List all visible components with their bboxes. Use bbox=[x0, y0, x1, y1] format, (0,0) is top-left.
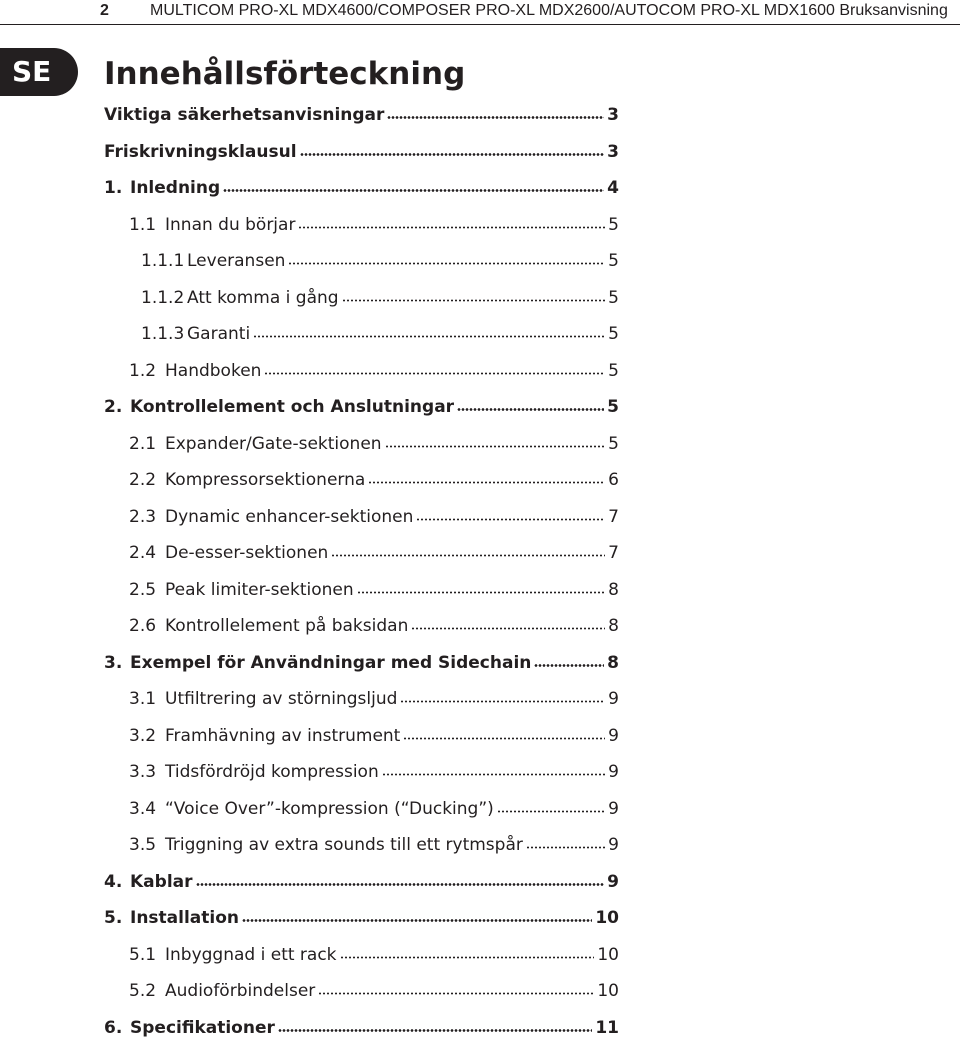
dot-leader bbox=[416, 518, 605, 521]
toc-entry-label: Kompressorsektionerna bbox=[165, 462, 365, 499]
toc-entry[interactable] bbox=[104, 462, 619, 499]
toc-entry-page: 10 bbox=[595, 900, 619, 937]
toc-entry-page: 6 bbox=[608, 462, 619, 499]
toc-entry-number: 3.5 bbox=[129, 827, 165, 864]
toc-entry-label: Inledning bbox=[130, 170, 220, 207]
dot-leader bbox=[223, 189, 604, 192]
toc-entry-label: Framhävning av instrument bbox=[165, 718, 400, 755]
toc-entry-number: 1.1 bbox=[129, 207, 165, 244]
toc-entry-page: 4 bbox=[607, 170, 619, 207]
toc-entry-number: 3.4 bbox=[129, 791, 165, 828]
toc-entry-label: Installation bbox=[130, 900, 239, 937]
toc-entry[interactable] bbox=[104, 572, 619, 609]
toc-entry-page: 5 bbox=[608, 280, 619, 317]
toc-entry-label: Leveransen bbox=[187, 243, 285, 280]
language-tab: SE bbox=[0, 48, 78, 96]
dot-leader bbox=[300, 153, 605, 156]
dot-leader bbox=[342, 299, 606, 302]
dot-leader bbox=[264, 372, 605, 375]
dot-leader bbox=[497, 810, 605, 813]
toc-heading: Innehållsförteckning bbox=[104, 52, 465, 96]
toc-entry-label: Specifikationer bbox=[130, 1010, 275, 1046]
toc-entry-page: 5 bbox=[608, 353, 619, 390]
toc-entry-label: Kablar bbox=[130, 864, 193, 901]
toc-entry-number: 1.1.3 bbox=[141, 316, 187, 353]
dot-leader bbox=[357, 591, 606, 594]
toc-entry-label: Kontrollelement på baksidan bbox=[165, 608, 408, 645]
document-title: MULTICOM PRO-XL MDX4600/COMPOSER PRO-XL MDX2600/AUTOCOM PRO-XL MDX1600 Bruksanvisning bbox=[150, 0, 958, 22]
toc-entry-page: 3 bbox=[607, 97, 619, 134]
toc-entry[interactable] bbox=[104, 791, 619, 828]
toc-entry-label: Dynamic enhancer-sektionen bbox=[165, 499, 413, 536]
toc-entry[interactable] bbox=[104, 973, 619, 1010]
toc-entry-page: 8 bbox=[608, 572, 619, 609]
toc-entry-number: 1. bbox=[104, 170, 130, 207]
toc-list bbox=[104, 97, 619, 1046]
toc-entry-page: 9 bbox=[607, 864, 619, 901]
toc-entry-page: 5 bbox=[608, 316, 619, 353]
dot-leader bbox=[411, 627, 605, 630]
toc-entry[interactable] bbox=[104, 1010, 619, 1046]
dot-leader bbox=[331, 554, 605, 557]
toc-entry[interactable] bbox=[104, 280, 619, 317]
dot-leader bbox=[387, 116, 604, 119]
dot-leader bbox=[288, 262, 605, 265]
toc-entry-page: 7 bbox=[608, 499, 619, 536]
toc-entry-number: 2.5 bbox=[129, 572, 165, 609]
toc-entry-page: 8 bbox=[608, 608, 619, 645]
toc-entry-label: Garanti bbox=[187, 316, 250, 353]
toc-entry-number: 1.2 bbox=[129, 353, 165, 390]
dot-leader bbox=[457, 408, 604, 411]
toc-entry-page: 11 bbox=[595, 1010, 619, 1046]
toc-entry-number: 2. bbox=[104, 389, 130, 426]
toc-entry-page: 5 bbox=[608, 243, 619, 280]
dot-leader bbox=[382, 773, 605, 776]
toc-entry-page: 9 bbox=[608, 827, 619, 864]
toc-entry-label: Audioförbindelser bbox=[165, 973, 315, 1010]
toc-entry-page: 3 bbox=[607, 134, 619, 171]
toc-entry-number: 3.2 bbox=[129, 718, 165, 755]
toc-entry[interactable] bbox=[104, 937, 619, 974]
dot-leader bbox=[534, 664, 604, 667]
dot-leader bbox=[403, 737, 605, 740]
toc-entry[interactable] bbox=[104, 754, 619, 791]
toc-entry[interactable] bbox=[104, 900, 619, 937]
toc-entry[interactable] bbox=[104, 316, 619, 353]
page-header bbox=[0, 0, 960, 25]
toc-entry-number: 3.3 bbox=[129, 754, 165, 791]
toc-entry-page: 9 bbox=[608, 791, 619, 828]
toc-entry[interactable] bbox=[104, 827, 619, 864]
toc-entry[interactable] bbox=[104, 535, 619, 572]
toc-entry-number: 1.1.1 bbox=[141, 243, 187, 280]
toc-entry-number: 3. bbox=[104, 645, 130, 682]
toc-entry-number: 2.1 bbox=[129, 426, 165, 463]
toc-entry[interactable] bbox=[104, 389, 619, 426]
toc-entry-label: Kontrollelement och Anslutningar bbox=[130, 389, 454, 426]
dot-leader bbox=[298, 226, 605, 229]
dot-leader bbox=[400, 700, 605, 703]
toc-entry[interactable] bbox=[104, 170, 619, 207]
toc-entry-label: Viktiga säkerhetsanvisningar bbox=[104, 97, 384, 134]
page-number: 2 bbox=[100, 0, 109, 22]
toc-entry-label: Inbyggnad i ett rack bbox=[165, 937, 337, 974]
toc-entry-label: “Voice Over”-kompression (“Ducking”) bbox=[165, 791, 494, 828]
toc-entry-page: 8 bbox=[607, 645, 619, 682]
dot-leader bbox=[318, 992, 594, 995]
toc-entry[interactable] bbox=[104, 718, 619, 755]
toc-entry-number: 5.2 bbox=[129, 973, 165, 1010]
toc-entry-label: Triggning av extra sounds till ett rytmspår bbox=[165, 827, 523, 864]
toc-entry-number: 2.2 bbox=[129, 462, 165, 499]
toc-entry[interactable] bbox=[104, 681, 619, 718]
toc-entry[interactable] bbox=[104, 864, 619, 901]
toc-entry-number: 3.1 bbox=[129, 681, 165, 718]
toc-entry[interactable] bbox=[104, 426, 619, 463]
toc-entry[interactable] bbox=[104, 353, 619, 390]
dot-leader bbox=[526, 846, 605, 849]
toc-entry-label: Utfiltrering av störningsljud bbox=[165, 681, 397, 718]
toc-entry-label: Expander/Gate-sektionen bbox=[165, 426, 382, 463]
toc-entry-number: 5. bbox=[104, 900, 130, 937]
toc-entry-label: De-esser-sektionen bbox=[165, 535, 328, 572]
toc-entry-page: 10 bbox=[597, 973, 619, 1010]
dot-leader bbox=[278, 1029, 592, 1032]
toc-entry-label: Handboken bbox=[165, 353, 261, 390]
toc-entry[interactable] bbox=[104, 134, 619, 171]
toc-entry-label: Att komma i gång bbox=[187, 280, 339, 317]
dot-leader bbox=[340, 956, 595, 959]
toc-entry-number: 6. bbox=[104, 1010, 130, 1046]
toc-entry-page: 5 bbox=[607, 389, 619, 426]
toc-entry-page: 7 bbox=[608, 535, 619, 572]
toc-entry-label: Innan du börjar bbox=[165, 207, 295, 244]
toc-entry-number: 1.1.2 bbox=[141, 280, 187, 317]
toc-entry-page: 9 bbox=[608, 681, 619, 718]
toc-entry-number: 4. bbox=[104, 864, 130, 901]
toc-entry[interactable] bbox=[104, 608, 619, 645]
toc-entry-label: Friskrivningsklausul bbox=[104, 134, 297, 171]
dot-leader bbox=[368, 481, 605, 484]
toc-entry-number: 2.6 bbox=[129, 608, 165, 645]
dot-leader bbox=[385, 445, 606, 448]
toc-entry-number: 5.1 bbox=[129, 937, 165, 974]
toc-entry-page: 10 bbox=[597, 937, 619, 974]
toc-entry-number: 2.3 bbox=[129, 499, 165, 536]
toc-entry[interactable] bbox=[104, 499, 619, 536]
toc-entry[interactable] bbox=[104, 97, 619, 134]
toc-entry-label: Exempel för Användningar med Sidechain bbox=[130, 645, 531, 682]
toc-entry[interactable] bbox=[104, 645, 619, 682]
dot-leader bbox=[242, 919, 592, 922]
toc-entry-label: Tidsfördröjd kompression bbox=[165, 754, 379, 791]
dot-leader bbox=[196, 883, 605, 886]
toc-entry-label: Peak limiter-sektionen bbox=[165, 572, 354, 609]
toc-entry-number: 2.4 bbox=[129, 535, 165, 572]
toc-entry-page: 5 bbox=[608, 426, 619, 463]
toc-entry-page: 9 bbox=[608, 754, 619, 791]
toc-entry-page: 5 bbox=[608, 207, 619, 244]
toc-entry[interactable] bbox=[104, 207, 619, 244]
toc-entry-page: 9 bbox=[608, 718, 619, 755]
toc-entry[interactable] bbox=[104, 243, 619, 280]
dot-leader bbox=[253, 335, 605, 338]
